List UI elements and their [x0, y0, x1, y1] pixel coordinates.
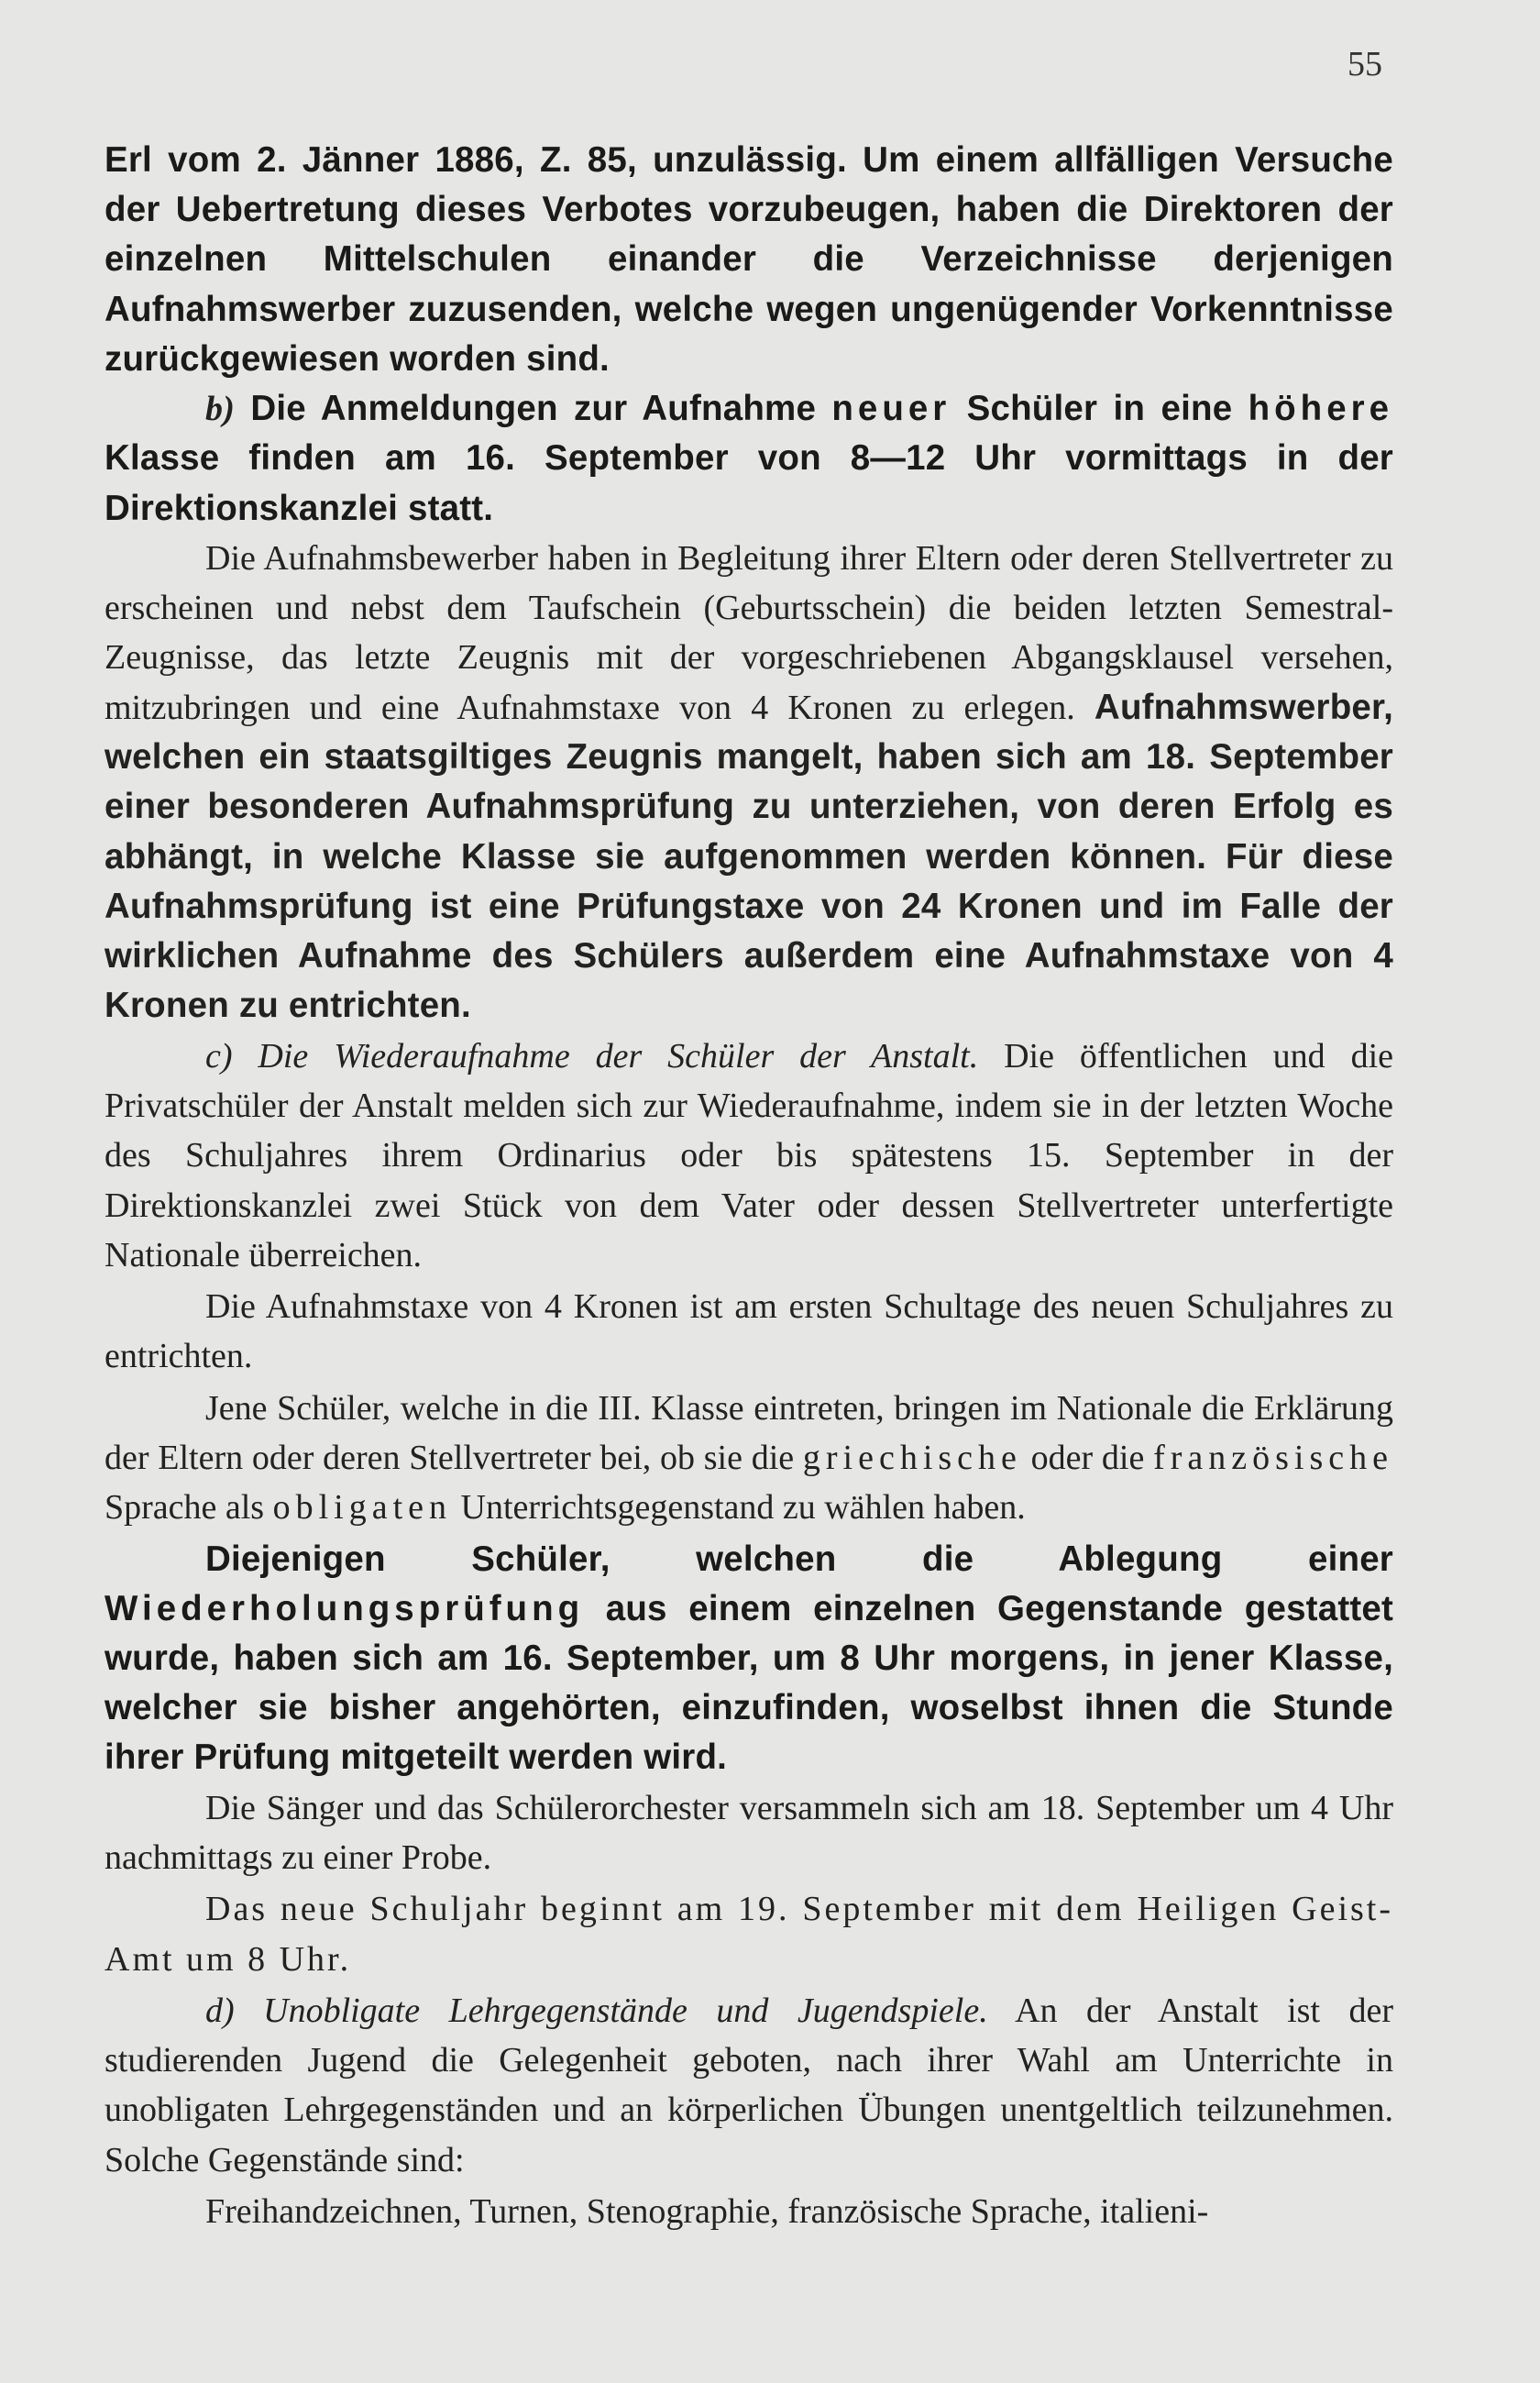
- paragraph-text: Schüler in eine: [951, 389, 1248, 429]
- paragraph-wiederaufnahme: [104, 1032, 1393, 1280]
- paragraph-text: Die Sänger und das Schülerorchester versammeln sich am 18. September um 4 Uhr nachmittags zu einer Probe.: [104, 1788, 1393, 1877]
- paragraph-anmeldung-neuer-schueler: [104, 384, 1393, 534]
- page-number: 55: [1348, 45, 1382, 83]
- section-marker: b): [205, 390, 236, 429]
- paragraph-text: Jene Schüler, welche in die III. Klasse eintreten, bringen im Nationale die Erklärung der Eltern oder deren Stellvertreter bei, ob sie die: [104, 1388, 1393, 1478]
- paragraph-text: Erl vom 2. Jänner 1886, Z. 85, unzulässig. Um einem allfälligen Versuche der Uebertretung dieses Verbotes vorzubeugen, haben die Direktoren der einzelnen Mittelschulen einander die Verzeichnisse derjenigen Aufnahmswerber zuzusenden, welche wegen ungenügender Vorkenntnisse zurückgewiesen worden sind.: [104, 140, 1393, 379]
- paragraph-saenger: [104, 1783, 1393, 1883]
- paragraph-text: Das neue Schuljahr beginnt am 19. September mit dem Heiligen Geist-Amt um 8 Uhr.: [104, 1890, 1393, 1979]
- paragraph-text: oder die: [1021, 1439, 1154, 1478]
- emphasis-spaced: französische: [1153, 1439, 1393, 1478]
- paragraph-sprachwahl: [104, 1384, 1393, 1533]
- paragraph-aufnahmstaxe: [104, 1282, 1393, 1382]
- paragraph-text: Die Aufnahmstaxe von 4 Kronen ist am ersten Schultage des neuen Schuljahres zu entrichten.: [104, 1287, 1393, 1376]
- emphasis-spaced: höhere: [1248, 389, 1393, 429]
- paragraph-text: aus einem einzelnen Gegenstande gestattet wurde, haben sich am 16. September, um 8 Uhr morgens, in jener Klasse, welcher sie bisher angehörten, einzufinden, woselbst ihnen die Stunde ihrer Prüfung mitgeteilt werden wird.: [104, 1588, 1393, 1778]
- paragraph-verbot: [104, 136, 1393, 384]
- page-body: [104, 136, 1393, 2236]
- paragraph-text: Freihandzeichnen, Turnen, Stenographie, französische Sprache, italieni-: [205, 2192, 1209, 2232]
- paragraph-aufnahmsbewerber: [104, 534, 1393, 1032]
- paragraph-text: Sprache als: [104, 1488, 273, 1528]
- paragraph-wiederholungspruefung: [104, 1535, 1393, 1783]
- paragraph-bold-text: Aufnahmswerber, welchen ein staatsgiltiges Zeugnis mangelt, haben sich am 18. September einer besonderen Aufnahmsprüfung zu unterziehen, von deren Erfolg es abhängt, in welche Klasse sie aufgenommen werden können. Für diese Aufnahmsprüfung ist eine Prüfungstaxe von 24 Kronen und im Falle der wirklichen Aufnahme des Schülers außerdem eine Aufnahmstaxe von 4 Kronen zu entrichten.: [104, 687, 1393, 1026]
- emphasis-spaced: griechische: [802, 1439, 1022, 1478]
- paragraph-text: Diejenigen Schüler, welchen die Ablegung einer: [205, 1539, 1393, 1579]
- paragraph-schuljahr-beginn: [104, 1884, 1393, 1984]
- section-heading: c) Die Wiederaufnahme der Schüler der Anstalt.: [205, 1036, 979, 1076]
- paragraph-text: Klasse finden am 16. September von 8—12 Uhr vormittags in der Direktionskanzlei statt.: [104, 438, 1393, 528]
- paragraph-text: An der Anstalt ist der studierenden Jugend die Gelegenheit geboten, nach ihrer Wahl am Unterrichte in unobligaten Lehrgegenständen und an körperlichen Übungen unentgeltlich teilzunehmen. Solche Gegenstände sind:: [104, 1991, 1394, 2179]
- paragraph-unobligate-gegenstaende: [104, 1986, 1393, 2185]
- paragraph-gegenstaende-liste: [104, 2187, 1393, 2236]
- section-heading: d) Unobligate Lehrgegenstände und Jugendspiele.: [205, 1991, 988, 2030]
- paragraph-text: Die Anmeldungen zur Aufnahme: [235, 389, 832, 429]
- paragraph-text: Unterrichtsgegenstand zu wählen haben.: [452, 1488, 1026, 1528]
- paragraph-text: Die öffentlichen und die Privatschüler der Anstalt melden sich zur Wiederaufnahme, indem sie in der letzten Woche des Schuljahres ihrem Ordinarius oder bis spätestens 15. September in der Direktionskanzlei zwei Stück von dem Vater oder dessen Stellvertreter unterfertigte Nationale überreichen.: [104, 1036, 1394, 1274]
- paragraph-text: Die Aufnahmsbewerber haben in Begleitung ihrer Eltern oder deren Stellvertreter zu erscheinen und nebst dem Taufschein (Geburtsschein) die beiden letzten Semestral-Zeugnisse, das letzte Zeugnis mit der vorgeschriebenen Abgangsklausel versehen, mitzubringen und eine Aufnahmstaxe von 4 Kronen zu erlegen.: [104, 538, 1393, 727]
- emphasis-spaced: neuer: [831, 389, 952, 429]
- emphasis-spaced: obligaten: [272, 1488, 453, 1528]
- emphasis-spaced: Wiederholungsprüfung: [104, 1588, 585, 1628]
